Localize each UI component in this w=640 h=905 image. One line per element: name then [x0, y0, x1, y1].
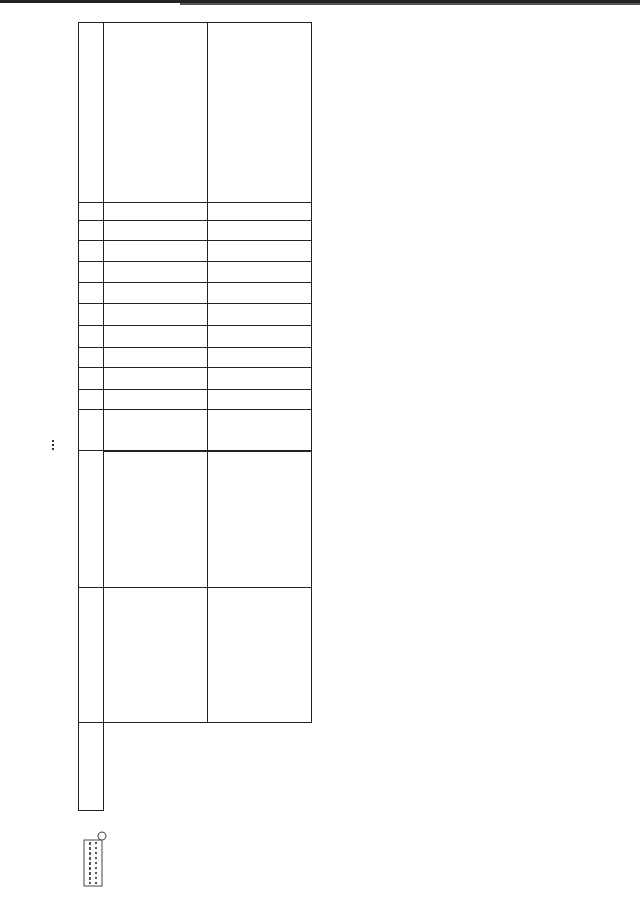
row_2_11-col4b [207, 450, 312, 588]
header-cell-6 [78, 409, 104, 451]
header-cell-3 [78, 722, 104, 811]
row_2_11-v8 [207, 367, 312, 390]
row_2_11-v10 [207, 325, 312, 348]
header-cell-12 [78, 282, 104, 304]
row_2_11-v16 [207, 202, 312, 221]
row_2_10-v10 [103, 325, 208, 348]
row_2_10-v7 [103, 389, 208, 410]
row_2_10-c17 [103, 22, 208, 203]
row_2_11-v7 [207, 389, 312, 410]
header-cell-9 [78, 347, 104, 368]
row_2_10-v8 [103, 367, 208, 390]
row_2_11-c17 [207, 22, 312, 203]
header-cell-14 [78, 240, 104, 262]
row_2_10-v9 [103, 347, 208, 368]
header-cell-8 [78, 367, 104, 390]
header-cell-13 [78, 261, 104, 283]
header-cell-17 [78, 22, 104, 203]
header-cell-10 [78, 325, 104, 348]
header-cell-4 [78, 587, 104, 723]
row_2_11-v13 [207, 261, 312, 283]
row_2_10-v11 [103, 303, 208, 326]
scan-top-edge [0, 0, 640, 10]
row_2_10-v15 [103, 220, 208, 241]
row_2_10-col3 [103, 587, 208, 723]
row_2_11-v6 [207, 409, 312, 451]
row_2_11-v15 [207, 220, 312, 241]
header-cell-16 [78, 202, 104, 221]
row_2_11-v9 [207, 347, 312, 368]
row_2_10-v12 [103, 282, 208, 304]
row_2_11-v14 [207, 240, 312, 262]
row_2_11-v12 [207, 282, 312, 304]
page-number-mark [52, 440, 57, 450]
row_2_11-col3 [207, 587, 312, 723]
table-grid [78, 22, 560, 810]
scan-stamp [82, 830, 108, 890]
header-cell-15 [78, 220, 104, 241]
row_2_10-v6 [103, 409, 208, 451]
row_2_11-v11 [207, 303, 312, 326]
row_2_10-v14 [103, 240, 208, 262]
row_2_10-col4b [103, 450, 208, 588]
row_2_10-v16 [103, 202, 208, 221]
header-cell-7 [78, 389, 104, 410]
header-cell-5 [78, 450, 104, 588]
header-cell-11 [78, 303, 104, 326]
row_2_10-v13 [103, 261, 208, 283]
